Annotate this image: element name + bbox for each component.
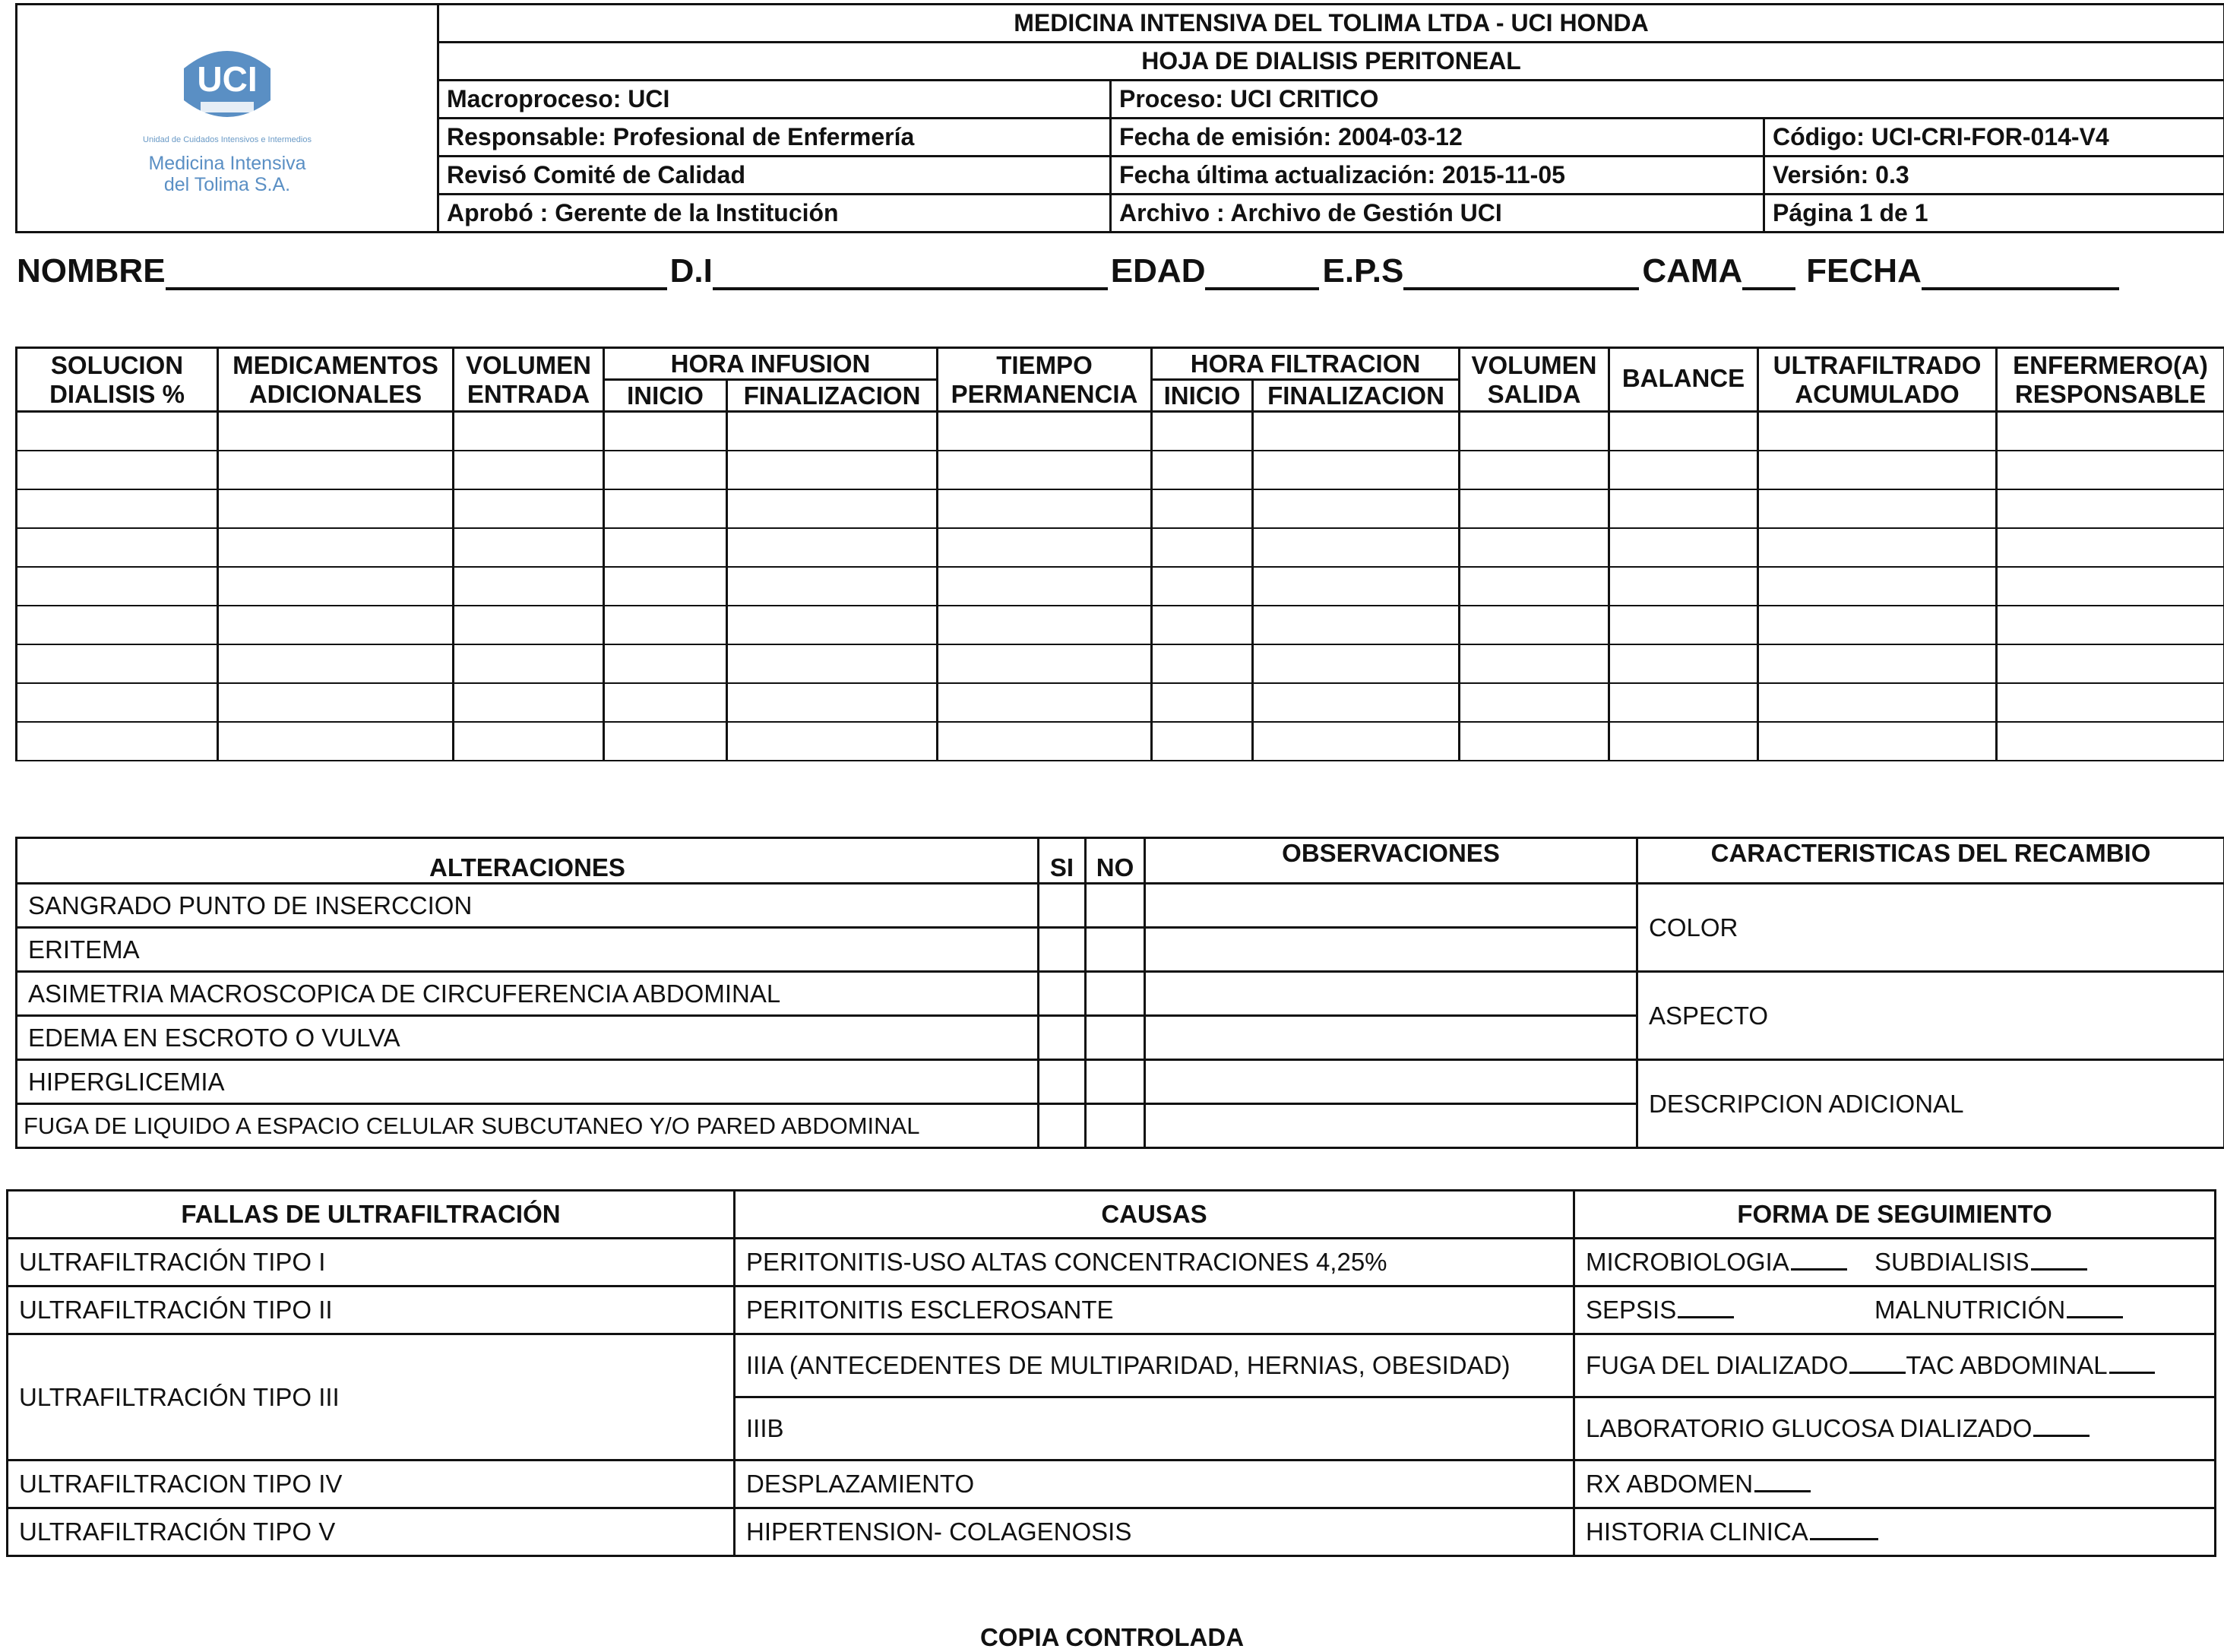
- dialysis-cell[interactable]: [1609, 722, 1758, 761]
- logo-name-line1: Medicina Intensiva: [148, 153, 305, 174]
- codigo: Código: UCI-CRI-FOR-014-V4: [1764, 119, 2224, 157]
- dialysis-cell[interactable]: [938, 451, 1152, 489]
- si-checkbox[interactable]: [1039, 1060, 1086, 1104]
- header-tiempo: TIEMPO PERMANENCIA: [938, 348, 1152, 412]
- dialysis-cell[interactable]: [1253, 683, 1460, 722]
- nombre-label: NOMBRE: [17, 252, 166, 290]
- patient-info-line: [17, 245, 2205, 290]
- cama-field[interactable]: [1742, 257, 1795, 290]
- footer-copia-controlada: COPIA CONTROLADA: [0, 1623, 2224, 1652]
- dialysis-cell[interactable]: [727, 722, 938, 761]
- header-hora-filtracion: HORA FILTRACION: [1152, 348, 1460, 380]
- dialysis-cell[interactable]: [1152, 644, 1253, 683]
- dialysis-cell[interactable]: [1997, 683, 2224, 722]
- dialysis-cell[interactable]: [218, 644, 454, 683]
- fallas-table: [6, 1189, 2216, 1557]
- causa-tipo-2: PERITONITIS ESCLEROSANTE: [735, 1286, 1574, 1334]
- alteracion-item: ERITEMA: [17, 928, 1039, 972]
- header-enfermero: ENFERMERO(A) RESPONSABLE: [1997, 348, 2224, 412]
- alteracion-item: FUGA DE LIQUIDO A ESPACIO CELULAR SUBCUTANEO Y/O PARED ABDOMINAL: [17, 1104, 1039, 1148]
- no-checkbox[interactable]: [1086, 972, 1145, 1016]
- dialysis-cell[interactable]: [17, 644, 218, 683]
- malnutricion-field[interactable]: [2067, 1296, 2123, 1318]
- alteracion-item: SANGRADO PUNTO DE INSERCCION: [17, 884, 1039, 928]
- dialysis-cell[interactable]: [727, 606, 938, 644]
- dialysis-cell[interactable]: [604, 489, 727, 528]
- no-checkbox[interactable]: [1086, 928, 1145, 972]
- dialysis-cell[interactable]: [1253, 451, 1460, 489]
- rx-abdomen-field[interactable]: [1754, 1470, 1811, 1492]
- dialysis-cell[interactable]: [727, 451, 938, 489]
- header-si: SI: [1039, 838, 1086, 884]
- dialysis-cell[interactable]: [1460, 528, 1609, 567]
- alteracion-item: ASIMETRIA MACROSCOPICA DE CIRCUFERENCIA ABDOMINAL: [17, 972, 1039, 1016]
- alteracion-item: HIPERGLICEMIA: [17, 1060, 1039, 1104]
- header-causas: CAUSAS: [735, 1191, 1574, 1239]
- observacion-field[interactable]: [1145, 972, 1637, 1016]
- logo-subtitle: Unidad de Cuidados Intensivos e Intermedios: [143, 135, 312, 145]
- dialysis-cell[interactable]: [938, 528, 1152, 567]
- si-checkbox[interactable]: [1039, 1104, 1086, 1148]
- historia-clinica-field[interactable]: [1810, 1518, 1878, 1540]
- version: Versión: 0.3: [1764, 157, 2224, 195]
- observacion-field[interactable]: [1145, 928, 1637, 972]
- dialysis-cell[interactable]: [1253, 644, 1460, 683]
- dialysis-cell[interactable]: [1253, 489, 1460, 528]
- alteracion-item: EDEMA EN ESCROTO O VULVA: [17, 1016, 1039, 1060]
- dialysis-cell[interactable]: [1758, 644, 1997, 683]
- alteraciones-table: [15, 837, 2224, 1149]
- seguimiento-tipo-1: MICROBIOLOGIA SUBDIALISIS: [1574, 1239, 2216, 1286]
- dialysis-cell[interactable]: [454, 567, 604, 606]
- fecha-label: FECHA: [1806, 252, 1922, 290]
- dialysis-cell[interactable]: [218, 606, 454, 644]
- dialysis-rows: [17, 412, 2224, 761]
- fuga-dializado-field[interactable]: [1849, 1352, 1906, 1374]
- dialysis-cell[interactable]: [727, 528, 938, 567]
- dialysis-row: [17, 528, 2224, 567]
- subdialisis-field[interactable]: [2031, 1248, 2087, 1271]
- di-label: D.I: [670, 252, 713, 290]
- dialysis-cell[interactable]: [454, 606, 604, 644]
- observacion-field[interactable]: [1145, 884, 1637, 928]
- header-seguimiento: FORMA DE SEGUIMIENTO: [1574, 1191, 2216, 1239]
- dialysis-cell[interactable]: [1997, 606, 2224, 644]
- dialysis-cell[interactable]: [1460, 722, 1609, 761]
- header-filtracion-finalizacion: FINALIZACION: [1253, 380, 1460, 412]
- dialysis-cell[interactable]: [938, 606, 1152, 644]
- dialysis-cell[interactable]: [17, 722, 218, 761]
- dialysis-cell[interactable]: [1997, 451, 2224, 489]
- institution-name: MEDICINA INTENSIVA DEL TOLIMA LTDA - UCI HONDA: [438, 5, 2224, 43]
- dialysis-cell[interactable]: [938, 489, 1152, 528]
- causa-tipo-4: DESPLAZAMIENTO: [735, 1461, 1574, 1508]
- si-checkbox[interactable]: [1039, 972, 1086, 1016]
- header-volumen-salida: VOLUMEN SALIDA: [1460, 348, 1609, 412]
- pagina: Página 1 de 1: [1764, 195, 2224, 233]
- header-medicamentos: MEDICAMENTOS ADICIONALES: [218, 348, 454, 412]
- dialysis-cell[interactable]: [1152, 489, 1253, 528]
- dialysis-cell[interactable]: [17, 528, 218, 567]
- dialysis-cell[interactable]: [1460, 644, 1609, 683]
- dialysis-cell[interactable]: [604, 722, 727, 761]
- causa-tipo-1: PERITONITIS-USO ALTAS CONCENTRACIONES 4,25%: [735, 1239, 1574, 1286]
- dialysis-cell[interactable]: [454, 412, 604, 451]
- dialysis-cell[interactable]: [604, 683, 727, 722]
- document-title: HOJA DE DIALISIS PERITONEAL: [438, 43, 2224, 81]
- causa-tipo-3b: IIIB: [735, 1397, 1574, 1461]
- eps-field[interactable]: [1403, 257, 1639, 290]
- dialysis-cell[interactable]: [454, 528, 604, 567]
- dialysis-cell[interactable]: [1758, 606, 1997, 644]
- seguimiento-tipo-3b: LABORATORIO GLUCOSA DIALIZADO: [1574, 1397, 2216, 1461]
- dialysis-cell[interactable]: [938, 683, 1152, 722]
- reviso: Revisó Comité de Calidad: [438, 157, 1111, 195]
- cama-label: CAMA: [1642, 252, 1742, 290]
- dialysis-cell[interactable]: [604, 412, 727, 451]
- uci-logo-icon: [178, 41, 277, 131]
- dialysis-cell[interactable]: [1152, 567, 1253, 606]
- dialysis-cell[interactable]: [1253, 722, 1460, 761]
- seguimiento-tipo-4: RX ABDOMEN: [1574, 1461, 2216, 1508]
- dialysis-cell[interactable]: [1152, 722, 1253, 761]
- observacion-field[interactable]: [1145, 1060, 1637, 1104]
- dialysis-cell[interactable]: [454, 683, 604, 722]
- macroproceso: Macroproceso: UCI: [438, 81, 1111, 119]
- no-checkbox[interactable]: [1086, 1060, 1145, 1104]
- dialysis-cell[interactable]: [1758, 567, 1997, 606]
- dialysis-row: [17, 644, 2224, 683]
- si-checkbox[interactable]: [1039, 1016, 1086, 1060]
- seguimiento-tipo-5: HISTORIA CLINICA: [1574, 1508, 2216, 1556]
- header-alteraciones: ALTERACIONES: [17, 838, 1039, 884]
- document-header: [15, 3, 2224, 233]
- dialysis-cell[interactable]: [1758, 489, 1997, 528]
- dialysis-cell[interactable]: [1152, 451, 1253, 489]
- falla-tipo-2: ULTRAFILTRACIÓN TIPO II: [8, 1286, 735, 1334]
- dialysis-cell[interactable]: [1997, 412, 2224, 451]
- dialysis-cell[interactable]: [938, 644, 1152, 683]
- dialysis-cell[interactable]: [218, 567, 454, 606]
- falla-tipo-5: ULTRAFILTRACIÓN TIPO V: [8, 1508, 735, 1556]
- si-checkbox[interactable]: [1039, 884, 1086, 928]
- dialysis-cell[interactable]: [1460, 412, 1609, 451]
- dialysis-cell[interactable]: [727, 412, 938, 451]
- aprobo: Aprobó : Gerente de la Institución: [438, 195, 1111, 233]
- header-infusion-inicio: INICIO: [604, 380, 727, 412]
- dialysis-cell[interactable]: [1997, 567, 2224, 606]
- no-checkbox[interactable]: [1086, 884, 1145, 928]
- logo-name-line2: del Tolima S.A.: [148, 174, 305, 195]
- dialysis-cell[interactable]: [604, 606, 727, 644]
- dialysis-cell[interactable]: [218, 412, 454, 451]
- dialysis-cell[interactable]: [218, 722, 454, 761]
- dialysis-cell[interactable]: [1460, 683, 1609, 722]
- proceso: Proceso: UCI CRITICO: [1111, 81, 2224, 119]
- header-no: NO: [1086, 838, 1145, 884]
- responsable: Responsable: Profesional de Enfermería: [438, 119, 1111, 157]
- dialysis-cell[interactable]: [1758, 722, 1997, 761]
- header-observaciones: OBSERVACIONES: [1145, 838, 1637, 884]
- dialysis-cell[interactable]: [17, 683, 218, 722]
- dialysis-cell[interactable]: [17, 489, 218, 528]
- dialysis-cell[interactable]: [1609, 528, 1758, 567]
- archivo: Archivo : Archivo de Gestión UCI: [1111, 195, 1764, 233]
- seguimiento-tipo-2: SEPSIS MALNUTRICIÓN: [1574, 1286, 2216, 1334]
- header-ultrafiltrado: ULTRAFILTRADO ACUMULADO: [1758, 348, 1997, 412]
- dialysis-row: [17, 722, 2224, 761]
- caracteristica-aspecto: ASPECTO: [1637, 972, 2224, 1060]
- dialysis-row: [17, 567, 2224, 606]
- dialysis-cell[interactable]: [604, 451, 727, 489]
- dialysis-cell[interactable]: [604, 644, 727, 683]
- dialysis-row: [17, 683, 2224, 722]
- header-infusion-finalizacion: FINALIZACION: [727, 380, 938, 412]
- dialysis-cell[interactable]: [1460, 451, 1609, 489]
- caracteristica-color: COLOR: [1637, 884, 2224, 972]
- dialysis-cell[interactable]: [938, 412, 1152, 451]
- fecha-field[interactable]: [1922, 257, 2119, 290]
- eps-label: E.P.S: [1322, 252, 1403, 290]
- header-filtracion-inicio: INICIO: [1152, 380, 1253, 412]
- causa-tipo-5: HIPERTENSION- COLAGENOSIS: [735, 1508, 1574, 1556]
- falla-tipo-4: ULTRAFILTRACION TIPO IV: [8, 1461, 735, 1508]
- dialysis-cell[interactable]: [1253, 606, 1460, 644]
- dialysis-cell[interactable]: [1997, 644, 2224, 683]
- dialysis-cell[interactable]: [727, 644, 938, 683]
- microbiologia-field[interactable]: [1791, 1248, 1847, 1271]
- dialysis-cell[interactable]: [1152, 683, 1253, 722]
- header-caracteristicas: CARACTERISTICAS DEL RECAMBIO: [1637, 838, 2224, 884]
- logo-cell: [17, 5, 438, 233]
- dialysis-cell[interactable]: [1609, 412, 1758, 451]
- dialysis-cell[interactable]: [1253, 412, 1460, 451]
- seguimiento-tipo-3a: FUGA DEL DIALIZADO TAC ABDOMINAL: [1574, 1334, 2216, 1397]
- dialysis-cell[interactable]: [454, 489, 604, 528]
- dialysis-row: [17, 412, 2224, 451]
- header-volumen-entrada: VOLUMEN ENTRADA: [454, 348, 604, 412]
- dialysis-cell[interactable]: [17, 451, 218, 489]
- edad-label: EDAD: [1111, 252, 1206, 290]
- header-hora-infusion: HORA INFUSION: [604, 348, 938, 380]
- dialysis-cell[interactable]: [1758, 451, 1997, 489]
- dialysis-cell[interactable]: [17, 412, 218, 451]
- dialysis-cell[interactable]: [1609, 451, 1758, 489]
- dialysis-cell[interactable]: [1758, 412, 1997, 451]
- dialysis-cell[interactable]: [1758, 683, 1997, 722]
- dialysis-row: [17, 451, 2224, 489]
- dialysis-cell[interactable]: [1152, 606, 1253, 644]
- dialysis-cell[interactable]: [454, 451, 604, 489]
- no-checkbox[interactable]: [1086, 1104, 1145, 1148]
- no-checkbox[interactable]: [1086, 1016, 1145, 1060]
- dialysis-cell[interactable]: [1758, 528, 1997, 567]
- dialysis-cell[interactable]: [1152, 412, 1253, 451]
- dialysis-cell[interactable]: [218, 528, 454, 567]
- dialysis-cell[interactable]: [1609, 489, 1758, 528]
- dialysis-cell[interactable]: [1152, 528, 1253, 567]
- dialysis-cell[interactable]: [1609, 567, 1758, 606]
- dialysis-cell[interactable]: [1609, 644, 1758, 683]
- dialysis-cell[interactable]: [727, 489, 938, 528]
- dialysis-cell[interactable]: [218, 451, 454, 489]
- dialysis-cell[interactable]: [1997, 528, 2224, 567]
- dialysis-cell[interactable]: [17, 567, 218, 606]
- dialysis-cell[interactable]: [1253, 567, 1460, 606]
- dialysis-cell[interactable]: [1609, 606, 1758, 644]
- dialysis-cell[interactable]: [1460, 567, 1609, 606]
- observacion-field[interactable]: [1145, 1104, 1637, 1148]
- dialysis-cell[interactable]: [454, 722, 604, 761]
- fecha-actualizacion: Fecha última actualización: 2015-11-05: [1111, 157, 1764, 195]
- falla-tipo-1: ULTRAFILTRACIÓN TIPO I: [8, 1239, 735, 1286]
- caracteristica-descripcion: DESCRIPCION ADICIONAL: [1637, 1060, 2224, 1148]
- dialysis-cell[interactable]: [604, 567, 727, 606]
- dialysis-cell[interactable]: [604, 528, 727, 567]
- dialysis-cell[interactable]: [1253, 528, 1460, 567]
- dialysis-cell[interactable]: [454, 644, 604, 683]
- laboratorio-glucosa-field[interactable]: [2033, 1415, 2090, 1437]
- sepsis-field[interactable]: [1678, 1296, 1734, 1318]
- dialysis-cell[interactable]: [727, 683, 938, 722]
- dialysis-cell[interactable]: [727, 567, 938, 606]
- di-field[interactable]: [713, 257, 1108, 290]
- dialysis-row: [17, 489, 2224, 528]
- si-checkbox[interactable]: [1039, 928, 1086, 972]
- observacion-field[interactable]: [1145, 1016, 1637, 1060]
- dialysis-table: [15, 347, 2224, 761]
- dialysis-cell[interactable]: [1997, 489, 2224, 528]
- dialysis-cell[interactable]: [218, 683, 454, 722]
- tac-abdominal-field[interactable]: [2109, 1352, 2155, 1374]
- nombre-field[interactable]: [166, 257, 667, 290]
- fecha-emision: Fecha de emisión: 2004-03-12: [1111, 119, 1764, 157]
- falla-tipo-3: ULTRAFILTRACIÓN TIPO III: [8, 1334, 735, 1461]
- header-balance: BALANCE: [1609, 348, 1758, 412]
- dialysis-row: [17, 606, 2224, 644]
- dialysis-cell[interactable]: [218, 489, 454, 528]
- dialysis-cell[interactable]: [938, 567, 1152, 606]
- dialysis-cell[interactable]: [1460, 606, 1609, 644]
- causa-tipo-3a: IIIA (ANTECEDENTES DE MULTIPARIDAD, HERNIAS, OBESIDAD): [735, 1334, 1574, 1397]
- header-solucion: SOLUCION DIALISIS %: [17, 348, 218, 412]
- dialysis-cell[interactable]: [1997, 722, 2224, 761]
- svg-text:UCI: UCI: [197, 59, 257, 99]
- edad-field[interactable]: [1205, 257, 1319, 290]
- dialysis-cell[interactable]: [17, 606, 218, 644]
- dialysis-cell[interactable]: [1609, 683, 1758, 722]
- dialysis-cell[interactable]: [938, 722, 1152, 761]
- dialysis-cell[interactable]: [1460, 489, 1609, 528]
- header-fallas: FALLAS DE ULTRAFILTRACIÓN: [8, 1191, 735, 1239]
